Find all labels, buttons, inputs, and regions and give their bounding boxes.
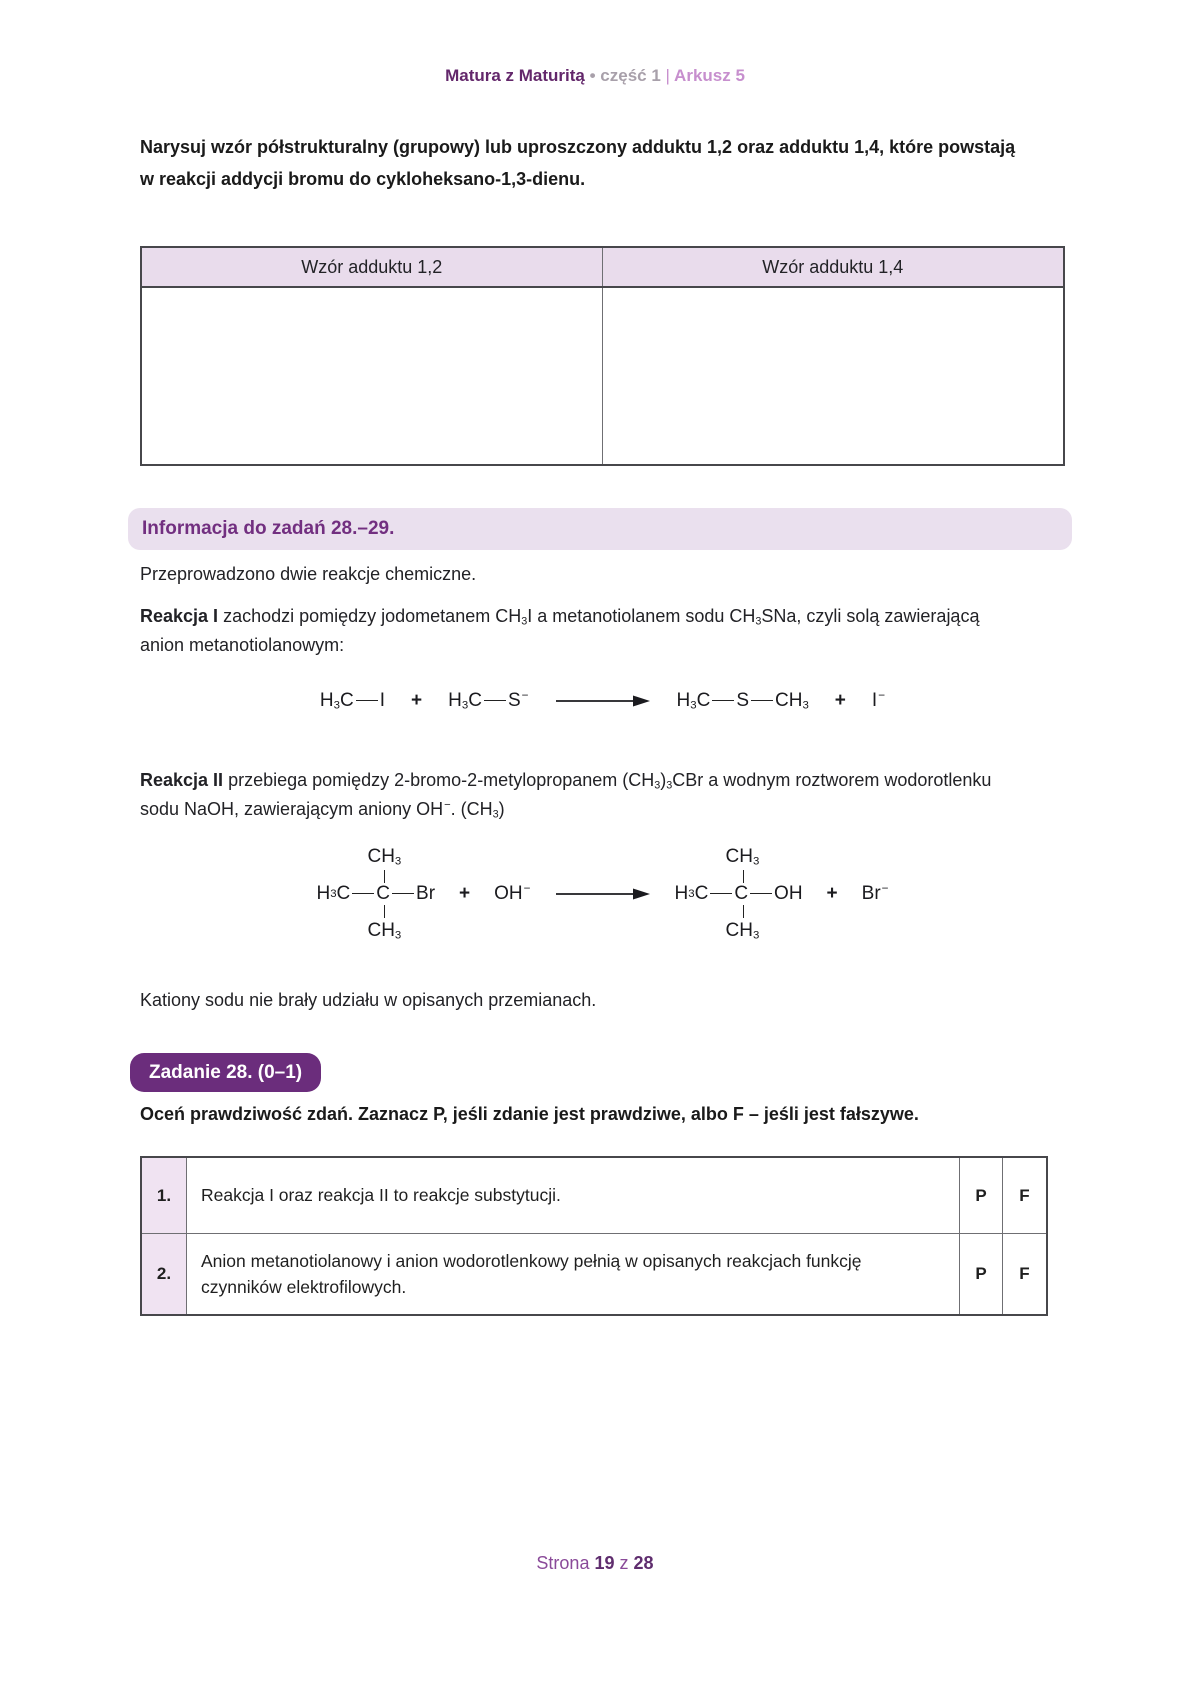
ch3-group: $CH_3$ [367, 919, 402, 942]
header-part: część 1 [600, 66, 661, 85]
molecule-methanethiolate: $H_3C$ S− [448, 688, 529, 712]
ion-iodide: I− [871, 688, 886, 711]
header-brand: Matura z Maturitą [445, 66, 585, 85]
task-instruction: Oceń prawdziwość zdań. Zaznacz P, jeśli zdanie jest prawdziwe, albo F – jeśli jest fałszywe. [140, 1104, 919, 1124]
vertical-bond [384, 870, 385, 883]
reaction2-description: Reakcja II przebiega pomiędzy 2-bromo-2-metylopropanem $(CH_3)_3CBr$ a wodnym roztworem wodorotlenku sodu NaOH, zawierającym aniony OH−. $(CH_3)$ [140, 770, 992, 821]
task-badge-label: Zadanie 28. (0–1) [149, 1061, 303, 1083]
ch3-group: $CH_3$ [725, 919, 760, 942]
addukt-table-header-12: Wzór adduktu 1,2 [142, 248, 603, 286]
structure-tert-butyl-bromide [316, 846, 435, 942]
info-intro: Przeprowadzono dwie reakcje chemiczne. [140, 564, 477, 584]
ion-hydroxide: OH− [494, 881, 531, 904]
footer-total-pages: 28 [633, 1553, 654, 1573]
task-prompt: Narysuj wzór półstrukturalny (grupowy) lub uproszczony adduktu 1,2 oraz adduktu 1,4, które powstają w reakcji addycji bromu do cykloheksano-1,3-dienu. [140, 137, 1016, 189]
option-p[interactable]: P [960, 1234, 1003, 1314]
header-sheet: Arkusz 5 [674, 66, 745, 85]
option-p[interactable]: P [960, 1158, 1003, 1233]
option-f[interactable]: F [1019, 1264, 1030, 1283]
info-section-header [128, 508, 1072, 550]
molecule-dimethyl-sulfide: $H_3C$ S $CH_3$ [676, 690, 809, 712]
row-number: 2. [142, 1234, 187, 1314]
reaction-arrow-icon [555, 694, 651, 708]
reaction1-equation [140, 690, 1065, 712]
plus-operator: + [459, 882, 471, 904]
vertical-bond [743, 870, 744, 883]
plus-operator: + [834, 690, 846, 711]
info-section-title: Informacja do zadań 28.–29. [142, 518, 395, 539]
row-number: 1. [142, 1158, 187, 1233]
option-f[interactable]: F [1019, 1185, 1030, 1205]
structure-tert-butanol [675, 846, 803, 942]
addukt-answer-cell-14[interactable] [603, 288, 1064, 464]
tert-butyl-bromide-backbone: H 3 C C Br [316, 882, 436, 904]
ch3-group: $CH_3$ [367, 846, 402, 868]
statement-text: Reakcja I oraz reakcja II to reakcje substytucji. [187, 1158, 960, 1233]
reaction2-equation [140, 846, 1065, 942]
tert-butanol-backbone: H 3 C C OH [674, 882, 803, 904]
reaction1-description: Reakcja I zachodzi pomiędzy jodometanem $CH_3I$ a metanotiolanem sodu $CH_3SNa$, czyli solą zawierającą anion metanotiolanowym: [140, 606, 980, 655]
header-separator: • [589, 66, 596, 85]
page-header [0, 66, 1190, 86]
sodium-note: Kationy sodu nie brały udziału w opisanych przemianach. [140, 990, 597, 1010]
footer-of-label: z [619, 1553, 629, 1573]
addukt-table-header-14: Wzór adduktu 1,4 [762, 256, 904, 277]
footer-page-number: 19 [594, 1553, 615, 1573]
reaction-arrow-icon [555, 887, 651, 901]
table-row [142, 1234, 1046, 1314]
task-badge [130, 1053, 321, 1092]
footer-page-label: Strona [536, 1553, 590, 1573]
plus-operator: + [826, 882, 838, 904]
addukt-table-header-row [142, 248, 1063, 288]
table-row [142, 1158, 1046, 1234]
molecule-iodomethane: $H_3C$ I [319, 690, 386, 712]
plus-operator: + [411, 690, 423, 711]
addukt-answer-cell-12[interactable] [142, 288, 603, 464]
addukt-table-body-row [142, 288, 1063, 464]
ion-bromide: Br− [861, 881, 889, 904]
page-footer [0, 1553, 1190, 1574]
vertical-bond [743, 905, 744, 918]
addukt-table [140, 246, 1065, 466]
true-false-table [140, 1156, 1048, 1316]
statement-text: Anion metanotiolanowy i anion wodorotlenkowy pełnią w opisanych reakcjach funkcję czynników elektrofilowych. [187, 1234, 960, 1314]
ch3-group: $CH_3$ [725, 846, 760, 868]
vertical-bond [384, 905, 385, 918]
header-divider: | [665, 66, 670, 85]
